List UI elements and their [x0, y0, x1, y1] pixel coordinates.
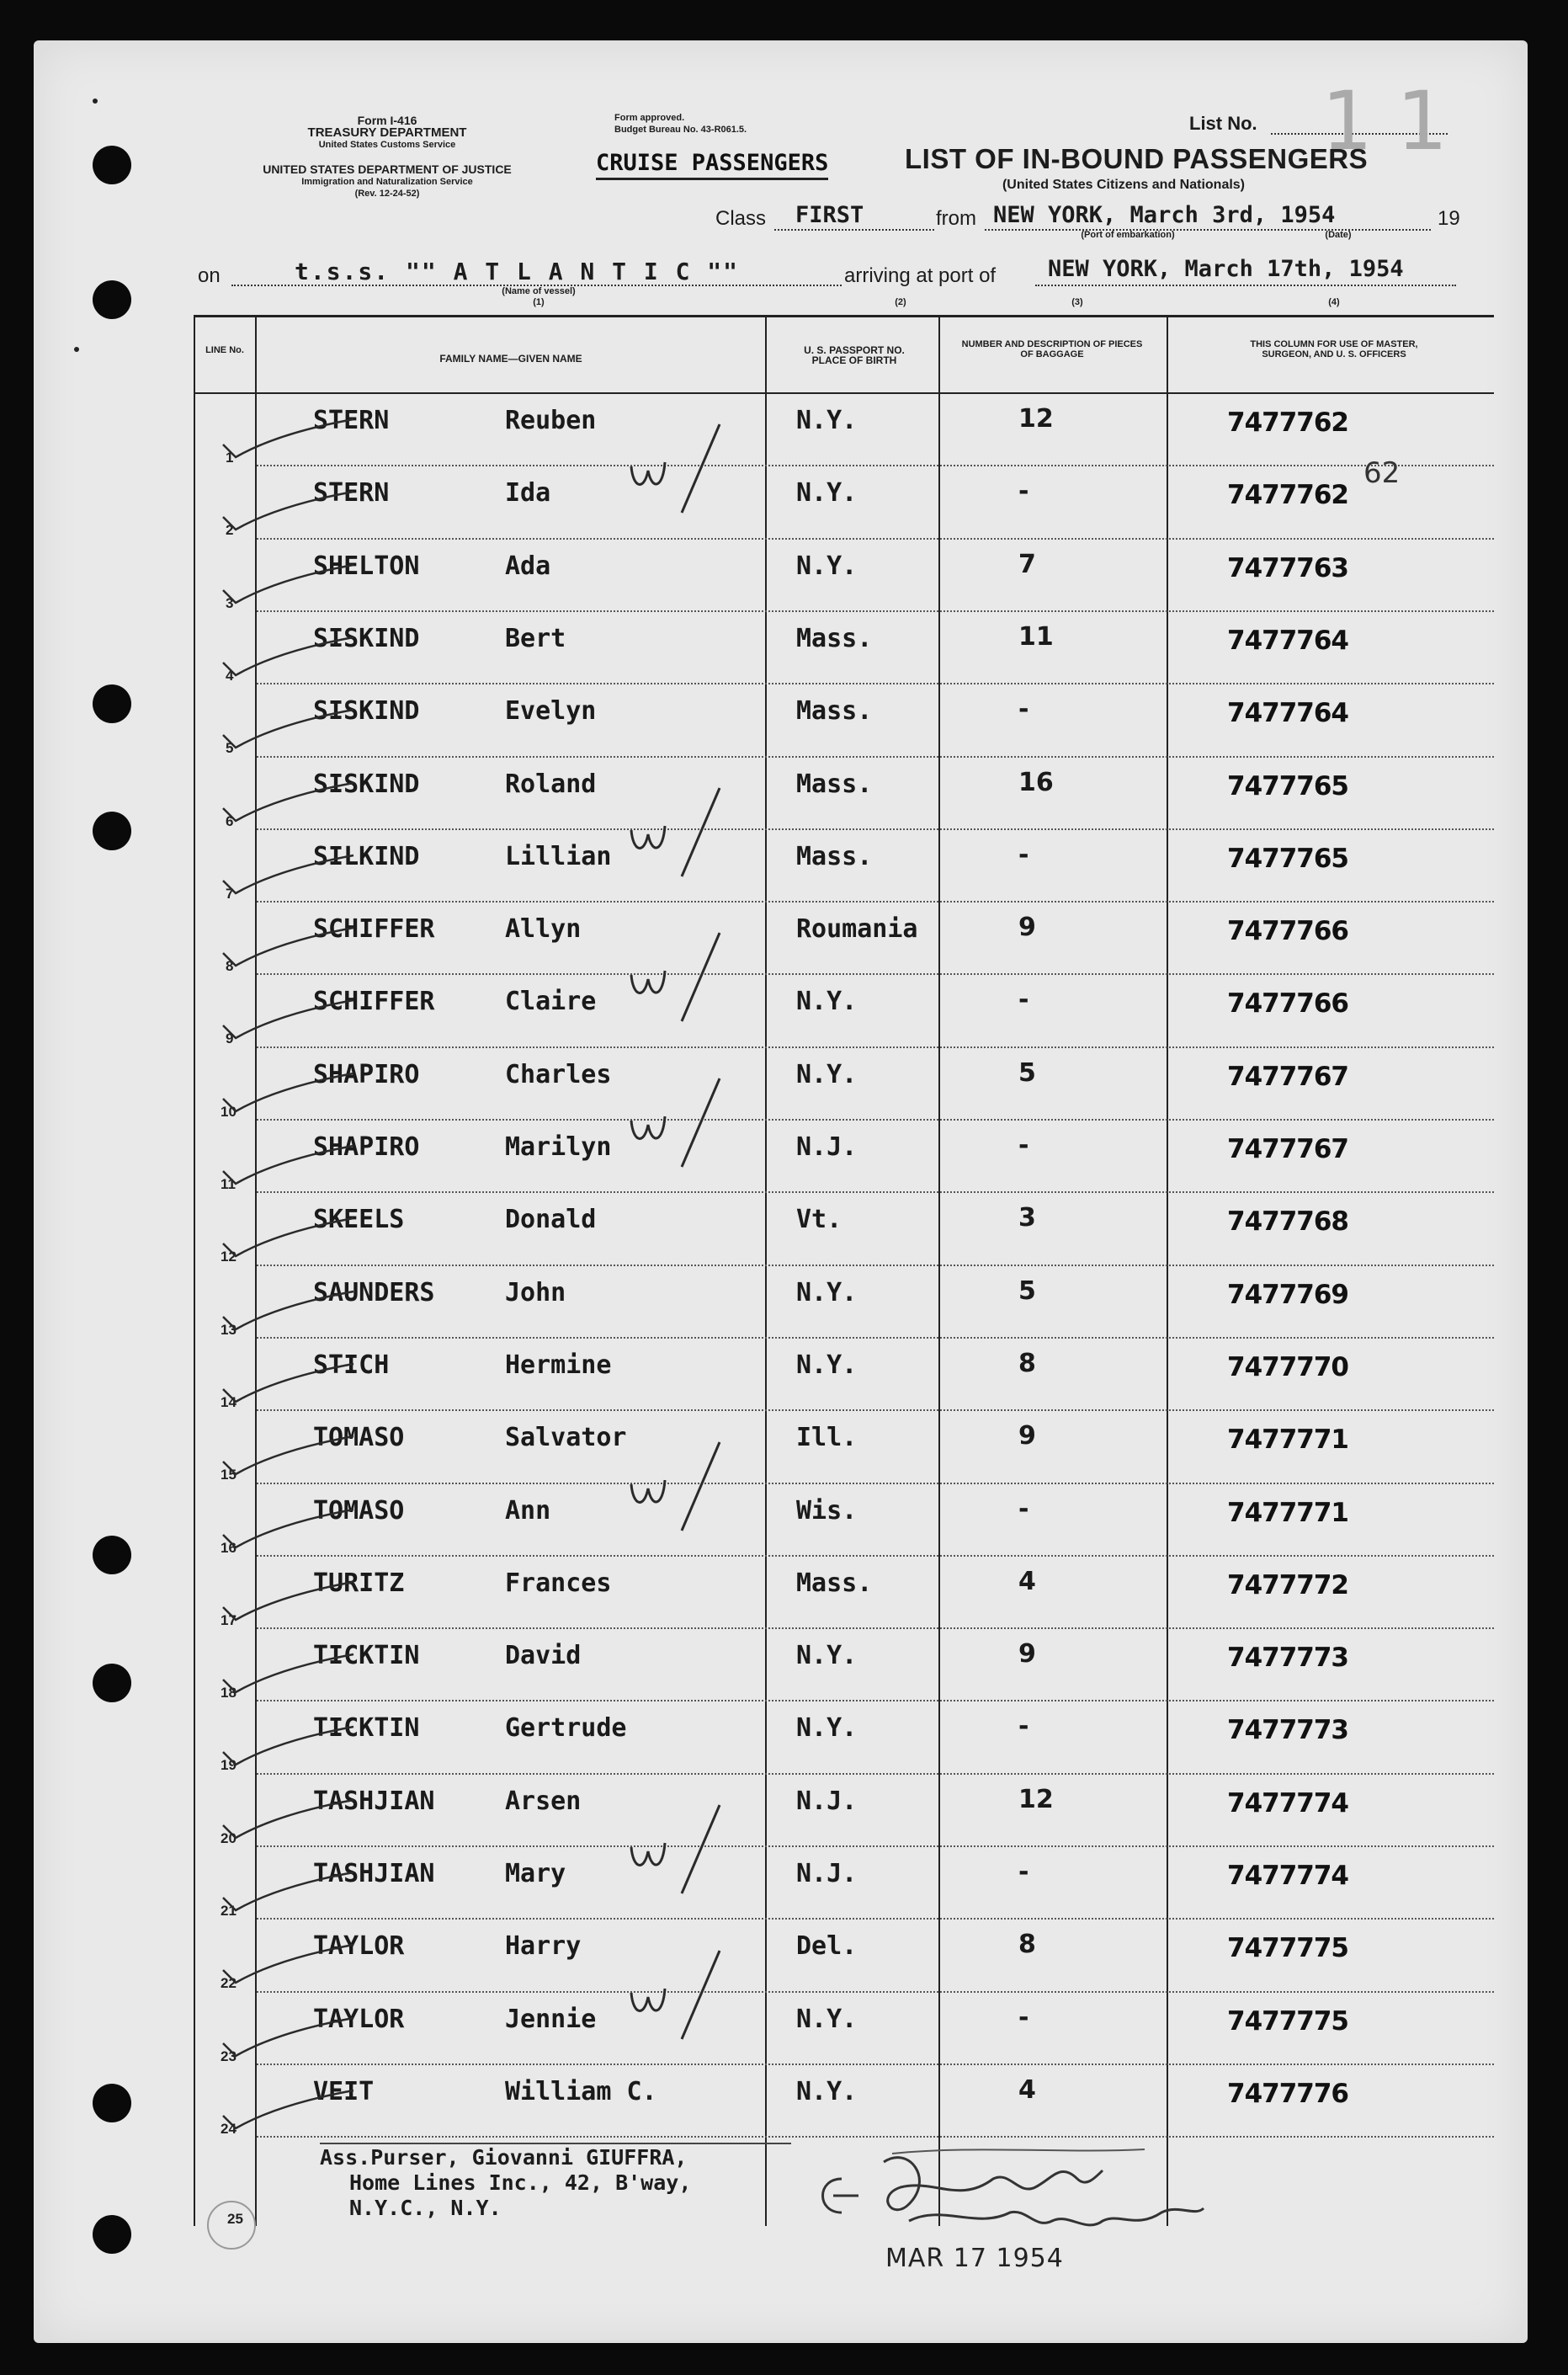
punch-hole — [93, 280, 131, 319]
place-of-birth: N.Y. — [796, 2004, 858, 2034]
certificate-number: 7477767 — [1227, 1061, 1348, 1092]
family-name: SCHIFFER — [313, 987, 435, 1017]
col-header-name: FAMILY NAME—GIVEN NAME — [439, 353, 582, 365]
family-name: SHAPIRO — [313, 1059, 420, 1089]
family-name: SILKIND — [313, 841, 420, 871]
check-mark — [215, 1936, 358, 1995]
certificate-number: 7477766 — [1227, 916, 1348, 947]
passport-divider — [938, 315, 940, 2226]
purser-line-1: Ass.Purser, Giovanni GIUFFRA, — [320, 2145, 688, 2170]
family-name: SKEELS — [313, 1205, 405, 1235]
line-number: 3 — [226, 594, 234, 611]
col3-number: (3) — [1071, 297, 1083, 307]
treasury-department: TREASURY DEPARTMENT — [307, 125, 467, 140]
col-header-line-no: LINE No. — [205, 345, 244, 355]
place-of-birth: Mass. — [796, 769, 873, 799]
given-name: David — [505, 1641, 582, 1671]
certificate-number: 7477776 — [1227, 2078, 1348, 2109]
given-name: William C. — [505, 2076, 657, 2106]
line-number: 14 — [221, 1393, 237, 1410]
baggage-count: - — [1018, 2002, 1029, 2032]
line-number: 17 — [221, 1611, 237, 1628]
family-name: TOMASO — [313, 1423, 405, 1453]
punch-hole — [93, 1536, 131, 1574]
manifest-page — [34, 40, 1528, 2343]
line-number: 18 — [221, 1685, 237, 1701]
baggage-count: - — [1018, 985, 1029, 1015]
wife-mark — [623, 1438, 741, 1547]
check-mark — [215, 629, 358, 688]
col2-number: (2) — [895, 297, 906, 307]
purser-line-3: N.Y.C., N.Y. — [349, 2196, 502, 2220]
list-no-value: 11 — [1321, 74, 1472, 168]
on-label: on — [198, 264, 221, 287]
certificate-number: 7477765 — [1227, 770, 1348, 801]
line-number: 16 — [221, 1539, 237, 1556]
vessel-caption-num: (1) — [533, 297, 545, 307]
place-of-birth: Mass. — [796, 1568, 873, 1598]
date-stamp: MAR 17 1954 — [885, 2244, 1064, 2273]
from-value: NEW YORK, March 3rd, 1954 — [993, 202, 1336, 228]
annotation-62: 62 — [1363, 456, 1401, 490]
row-divider — [257, 1773, 1494, 1775]
place-of-birth: Mass. — [796, 841, 873, 871]
arriving-label: arriving at port of — [844, 264, 997, 287]
given-name: Gertrude — [505, 1713, 627, 1744]
family-name: SHAPIRO — [313, 1132, 420, 1162]
table-top-border — [194, 315, 1494, 317]
wife-mark — [623, 1074, 741, 1184]
line-number: 24 — [221, 2120, 237, 2137]
check-mark — [215, 1864, 358, 1923]
line-number: 9 — [226, 1030, 234, 1047]
given-name: Salvator — [505, 1423, 627, 1453]
family-name: TURITZ — [313, 1568, 405, 1598]
row-divider — [257, 1555, 1494, 1557]
row-divider — [257, 2063, 1494, 2065]
purser-rule — [320, 2143, 791, 2144]
given-name: Ann — [505, 1495, 551, 1526]
row-divider — [257, 1265, 1494, 1266]
row-divider — [257, 1991, 1494, 1993]
given-name: Roland — [505, 769, 597, 799]
check-mark — [215, 1792, 358, 1850]
justice-department: UNITED STATES DEPARTMENT OF JUSTICE — [263, 162, 512, 176]
place-of-birth: N.Y. — [796, 1713, 858, 1744]
baggage-count: 4 — [1018, 2074, 1036, 2105]
line-number: 10 — [221, 1103, 237, 1120]
line-number: 21 — [221, 1903, 237, 1919]
col-header-officers: THIS COLUMN FOR USE OF MASTER, SURGEON, AND U. S. OFFICERS — [1250, 339, 1418, 359]
certificate-number: 7477775 — [1227, 2005, 1348, 2037]
family-name: SISKIND — [313, 696, 420, 727]
baggage-count: - — [1018, 477, 1029, 507]
given-name: Reuben — [505, 406, 597, 435]
punch-hole — [93, 1664, 131, 1702]
check-mark — [215, 775, 358, 833]
check-mark — [215, 1574, 358, 1632]
form-approved: Form approved. — [614, 113, 685, 123]
list-subtitle: (United States Citizens and Nationals) — [1002, 178, 1246, 192]
family-name: TICKTIN — [313, 1713, 420, 1744]
given-name: Evelyn — [505, 696, 597, 727]
row-divider — [257, 1046, 1494, 1048]
given-name: Claire — [505, 987, 597, 1017]
baggage-count: 9 — [1018, 1639, 1036, 1669]
line-number-25: 25 — [227, 2211, 243, 2227]
place-of-birth: N.Y. — [796, 1059, 858, 1089]
check-mark — [215, 1428, 358, 1487]
baggage-divider — [1167, 315, 1168, 2226]
certificate-number: 7477766 — [1227, 988, 1348, 1020]
class-label: Class — [715, 207, 767, 230]
baggage-count: - — [1018, 1131, 1029, 1160]
revision-date: (Rev. 12-24-52) — [354, 189, 420, 199]
place-of-birth: N.Y. — [796, 1641, 858, 1671]
row-divider — [257, 683, 1494, 684]
family-name: TASHJIAN — [313, 1859, 435, 1888]
certificate-number: 7477768 — [1227, 1206, 1348, 1238]
given-name: Ida — [505, 478, 551, 509]
arriving-value: NEW YORK, March 17th, 1954 — [1048, 256, 1404, 282]
certificate-number: 7477773 — [1227, 1715, 1348, 1746]
certificate-number: 7477771 — [1227, 1497, 1348, 1528]
row-divider — [257, 1918, 1494, 1920]
row-divider — [257, 1845, 1494, 1847]
certificate-number: 7477764 — [1227, 625, 1348, 656]
baggage-count: 12 — [1018, 404, 1054, 434]
given-name: Allyn — [505, 914, 582, 945]
wife-mark — [623, 784, 741, 893]
family-name: TAYLOR — [313, 1931, 405, 1962]
family-name: SAUNDERS — [313, 1277, 435, 1307]
baggage-count: 11 — [1018, 621, 1054, 652]
certificate-number: 7477770 — [1227, 1351, 1348, 1382]
baggage-count: 12 — [1018, 1784, 1054, 1814]
speck — [74, 347, 79, 352]
place-of-birth: N.J. — [796, 1859, 858, 1888]
family-name: TICKTIN — [313, 1641, 420, 1671]
baggage-count: 8 — [1018, 1930, 1036, 1960]
place-of-birth: Mass. — [796, 623, 873, 653]
place-of-birth: Vt. — [796, 1205, 842, 1235]
given-name: Arsen — [505, 1786, 582, 1816]
baggage-count: - — [1018, 839, 1029, 870]
certificate-number: 7477767 — [1227, 1134, 1348, 1164]
given-name: Jennie — [505, 2004, 597, 2034]
row-divider — [257, 1337, 1494, 1339]
family-name: SISKIND — [313, 769, 420, 799]
family-name: STICH — [313, 1350, 390, 1380]
line-number: 7 — [226, 885, 234, 902]
row-divider — [257, 1627, 1494, 1629]
baggage-count: - — [1018, 1712, 1029, 1742]
place-of-birth: N.Y. — [796, 478, 858, 509]
punch-hole — [93, 146, 131, 184]
certificate-number: 7477772 — [1227, 1569, 1348, 1600]
punch-hole — [93, 2084, 131, 2122]
place-of-birth: N.Y. — [796, 551, 858, 581]
certificate-number: 7477773 — [1227, 1643, 1348, 1674]
line-number: 6 — [226, 812, 234, 829]
given-name: Marilyn — [505, 1132, 612, 1162]
inspector-signature — [808, 2128, 1246, 2263]
baggage-count: - — [1018, 1857, 1029, 1887]
family-name: SHELTON — [313, 551, 420, 581]
given-name: Lillian — [505, 841, 612, 871]
line-number: 12 — [221, 1249, 237, 1265]
place-of-birth: N.J. — [796, 1132, 858, 1162]
baggage-count: - — [1018, 1494, 1029, 1524]
line-number: 22 — [221, 1975, 237, 1992]
wife-mark — [623, 1801, 741, 1910]
col-header-baggage: NUMBER AND DESCRIPTION OF PIECES OF BAGGAGE — [961, 339, 1143, 359]
certificate-number: 7477774 — [1227, 1861, 1348, 1891]
class-value: FIRST — [795, 202, 864, 228]
place-of-birth: N.Y. — [796, 987, 858, 1017]
line-number: 4 — [226, 667, 234, 684]
certificate-number: 7477775 — [1227, 1933, 1348, 1964]
vessel-value: t.s.s. "" A T L A N T I C "" — [295, 258, 740, 285]
baggage-count: - — [1018, 695, 1029, 725]
line-number: 5 — [226, 740, 234, 757]
wife-mark — [623, 420, 741, 530]
check-mark — [215, 411, 358, 470]
place-of-birth: Del. — [796, 1931, 858, 1962]
name-divider — [765, 315, 767, 2226]
family-name: TAYLOR — [313, 2004, 405, 2034]
budget-bureau: Budget Bureau No. 43-R061.5. — [614, 125, 747, 135]
given-name: Ada — [505, 551, 551, 581]
from-label: from — [936, 207, 976, 230]
list-title: LIST OF IN-BOUND PASSENGERS — [905, 143, 1369, 174]
row-divider — [257, 828, 1494, 830]
baggage-count: 5 — [1018, 1275, 1036, 1306]
check-mark — [215, 2010, 358, 2069]
punch-hole — [93, 2215, 131, 2254]
immigration-service: Immigration and Naturalization Service — [301, 177, 473, 187]
line-number: 2 — [226, 522, 234, 539]
row-divider — [257, 901, 1494, 903]
certificate-number: 7477763 — [1227, 552, 1348, 583]
place-of-birth: N.Y. — [796, 406, 858, 435]
vessel-caption: (Name of vessel) — [502, 286, 576, 296]
given-name: John — [505, 1277, 566, 1307]
line-number: 11 — [221, 1176, 236, 1192]
check-mark — [215, 1718, 358, 1777]
check-mark — [215, 1355, 358, 1414]
certificate-number: 7477762 — [1227, 407, 1348, 438]
punch-hole — [93, 812, 131, 850]
row-divider — [257, 756, 1494, 758]
port-caption: (Port of embarkation) — [1081, 230, 1175, 240]
given-name: Frances — [505, 1568, 612, 1598]
wife-mark — [623, 1946, 741, 2056]
certificate-number: 7477765 — [1227, 843, 1348, 874]
table-left-border — [194, 315, 195, 2226]
given-name: Charles — [505, 1059, 612, 1089]
family-name: STERN — [313, 478, 390, 509]
place-of-birth: Mass. — [796, 696, 873, 727]
check-mark — [215, 1210, 358, 1269]
family-name: TASHJIAN — [313, 1786, 435, 1816]
speck — [93, 99, 98, 104]
row-divider — [257, 538, 1494, 540]
row-divider — [257, 1700, 1494, 1701]
certificate-number: 7477769 — [1227, 1279, 1348, 1310]
line-number: 15 — [221, 1467, 237, 1483]
family-name: STERN — [313, 406, 390, 435]
purser-line-2: Home Lines Inc., 42, B'way, — [349, 2170, 692, 2195]
check-mark — [215, 483, 358, 542]
col4-number: (4) — [1328, 297, 1340, 307]
certificate-number: 7477771 — [1227, 1424, 1348, 1456]
col-header-passport: U. S. PASSPORT NO. PLACE OF BIRTH — [804, 344, 905, 366]
family-name: VEIT — [313, 2076, 375, 2106]
baggage-count: 5 — [1018, 1057, 1036, 1088]
baggage-count: 4 — [1018, 1566, 1036, 1596]
certificate-number: 7477762 — [1227, 480, 1348, 511]
family-name: TOMASO — [313, 1495, 405, 1526]
line-number: 19 — [221, 1757, 237, 1774]
baggage-count: 16 — [1018, 767, 1054, 797]
check-mark — [215, 1501, 358, 1560]
line-number: 13 — [221, 1321, 237, 1338]
given-name: Donald — [505, 1205, 597, 1235]
check-mark — [215, 847, 358, 906]
given-name: Harry — [505, 1931, 582, 1962]
line-number: 8 — [226, 958, 234, 975]
wife-mark — [623, 929, 741, 1038]
punch-hole — [93, 684, 131, 723]
place-of-birth: N.Y. — [796, 2076, 858, 2106]
baggage-count: 7 — [1018, 549, 1036, 579]
list-no-label: List No. — [1189, 113, 1257, 134]
row-divider — [257, 1191, 1494, 1193]
place-of-birth: Ill. — [796, 1423, 858, 1453]
baggage-count: 9 — [1018, 913, 1036, 943]
check-mark — [215, 1283, 358, 1342]
given-name: Hermine — [505, 1350, 612, 1380]
certificate-number: 7477774 — [1227, 1787, 1348, 1819]
class-underline — [774, 229, 934, 231]
row-divider — [257, 610, 1494, 612]
check-mark — [215, 2082, 358, 2141]
line-number: 20 — [221, 1829, 237, 1846]
given-name: Mary — [505, 1859, 566, 1888]
check-mark — [215, 556, 358, 615]
check-mark — [215, 701, 358, 760]
line-number: 23 — [221, 2048, 237, 2064]
family-name: SISKIND — [313, 623, 420, 653]
check-mark — [215, 919, 358, 978]
arriving-underline — [1035, 285, 1456, 286]
baggage-count: 8 — [1018, 1348, 1036, 1378]
row-divider — [257, 973, 1494, 975]
baggage-count: 9 — [1018, 1421, 1036, 1451]
cruise-passengers-stamp: CRUISE PASSENGERS — [596, 150, 828, 180]
check-mark — [215, 1065, 358, 1124]
row-divider — [257, 1119, 1494, 1121]
given-name: Bert — [505, 623, 566, 653]
check-mark — [215, 1137, 358, 1196]
row-divider — [257, 1409, 1494, 1411]
baggage-count: 3 — [1018, 1203, 1036, 1233]
certificate-number: 7477764 — [1227, 698, 1348, 729]
customs-service: United States Customs Service — [318, 140, 456, 150]
check-mark — [215, 992, 358, 1051]
pencil-circle — [198, 2191, 265, 2259]
row-divider — [257, 465, 1494, 466]
family-name: SCHIFFER — [313, 914, 435, 945]
place-of-birth: N.J. — [796, 1786, 858, 1816]
form-number: Form I-416 — [357, 114, 417, 127]
place-of-birth: N.Y. — [796, 1350, 858, 1380]
check-mark — [215, 1646, 358, 1705]
place-of-birth: Wis. — [796, 1495, 858, 1526]
date-caption: (Date) — [1325, 230, 1352, 240]
place-of-birth: N.Y. — [796, 1277, 858, 1307]
place-of-birth: Roumania — [796, 914, 918, 945]
row-divider — [257, 1483, 1494, 1484]
year-suffix: 19 — [1438, 207, 1460, 230]
table-header-bottom — [194, 392, 1494, 394]
line-number: 1 — [226, 450, 234, 466]
